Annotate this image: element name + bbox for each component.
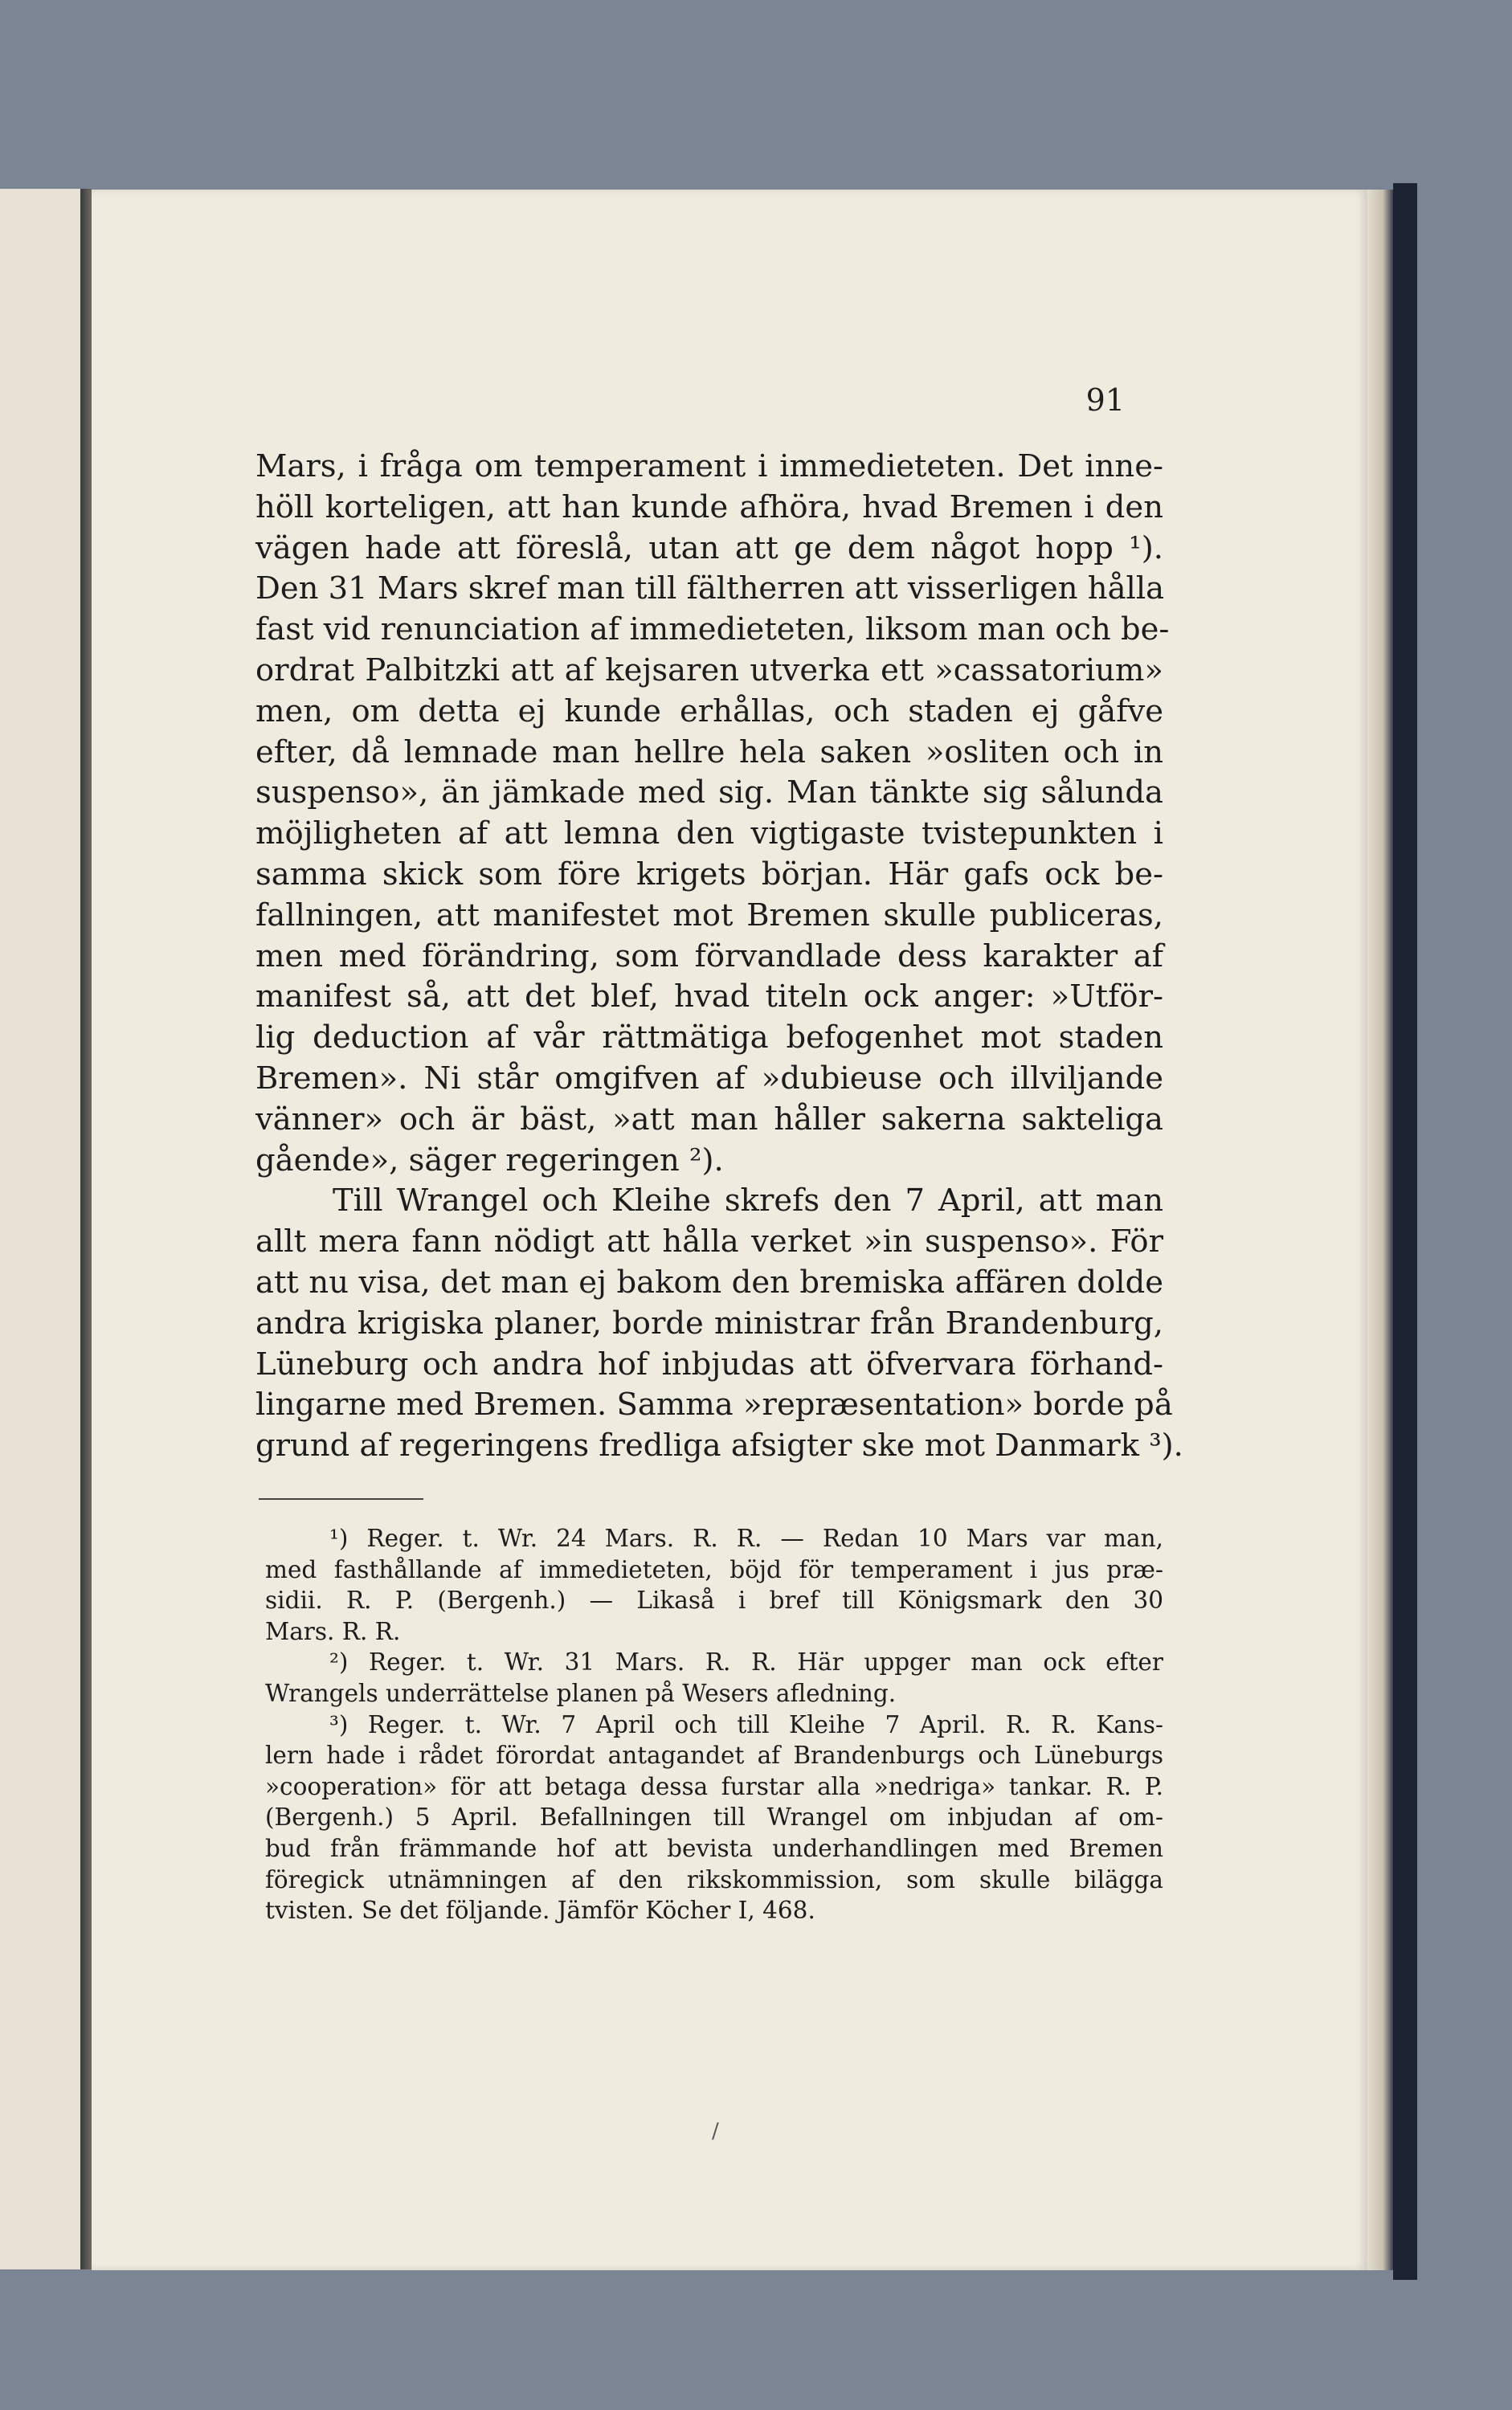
stray-mark: / [712, 2119, 719, 2143]
book-cover-edge [1393, 183, 1417, 2280]
footnote-rule [259, 1498, 423, 1500]
body-line: fallningen, att manifestet mot Bremen skulle publiceras, [255, 897, 1163, 933]
body-line: vägen hade att föreslå, utan att ge dem något hopp ¹). [255, 529, 1163, 566]
body-line: efter, då lemnade man hellre hela saken »osliten och in [255, 733, 1163, 770]
footnote-line: tvisten. Se det följande. Jämför Köcher I, 468. [265, 1897, 815, 1925]
footnote-line: lern hade i rådet förordat antagandet af Brandenburgs och Lüneburgs [265, 1742, 1163, 1770]
body-line: grund af regeringens fredliga afsigter ske mot Danmark ³). [255, 1428, 1183, 1464]
body-line: höll korteligen, att han kunde afhöra, hvad Bremen i den [255, 488, 1163, 525]
footnote-line: föregick utnämningen af den rikskommission, som skulle bilägga [265, 1865, 1163, 1893]
body-line: men, om detta ej kunde erhållas, och staden ej gåfve [255, 692, 1163, 729]
body-line: men med förändring, som förvandlade dess karakter af [255, 937, 1163, 974]
body-line: allt mera fann nödigt att hålla verket »in suspenso». För [255, 1223, 1163, 1260]
footnote-line: bud från främmande hof att bevista underhandlingen med Bremen [265, 1834, 1163, 1862]
body-line: manifest så, att det blef, hvad titeln ock anger: »Utför- [255, 978, 1163, 1015]
footnote-line: Mars. R. R. [265, 1617, 401, 1645]
body-line: lig deduction af vår rättmätiga befogenhet mot staden [255, 1019, 1163, 1056]
body-line: ordrat Palbitzki att af kejsaren utverka ett »cassatorium» [255, 652, 1163, 688]
body-line: samma skick som före krigets början. Här gafs ock be- [255, 856, 1163, 893]
page-number: 91 [1085, 382, 1125, 418]
footnote-line: ²) Reger. t. Wr. 31 Mars. R. R. Här uppger man ock efter [329, 1648, 1163, 1677]
body-line: Bremen». Ni står omgifven af »dubieuse och illviljande [255, 1060, 1163, 1097]
body-line: Lüneburg och andra hof inbjudas att öfvervara förhand- [255, 1346, 1163, 1383]
footnote-line: med fasthållande af immedieteten, böjd för temperament i jus præ- [265, 1555, 1163, 1583]
left-page [0, 189, 82, 2269]
body-line: lingarne med Bremen. Samma »repræsentation» borde på [255, 1387, 1173, 1424]
body-line: fast vid renunciation af immedieteten, liksom man och be- [255, 611, 1170, 648]
body-line: Den 31 Mars skref man till fältherren att visserligen hålla [255, 570, 1165, 607]
body-line: Mars, i fråga om temperament i immedieteten. Det inne- [255, 448, 1163, 484]
body-line: att nu visa, det man ej bakom den bremiska affären dolde [255, 1264, 1163, 1301]
footnote-line: ³) Reger. t. Wr. 7 April och till Kleihe 7 April. R. R. Kans- [329, 1710, 1163, 1738]
page-edge [1367, 190, 1393, 2270]
body-text [255, 447, 1183, 1467]
footnote-line: Wrangels underrättelse planen på Wesers afledning. [265, 1679, 897, 1707]
body-line: gående», säger regeringen ²). [255, 1142, 724, 1178]
body-line: vänner» och är bäst, »att man håller sakerna sakteliga [255, 1101, 1163, 1138]
body-line: suspenso», än jämkade med sig. Man tänkte sig sålunda [255, 774, 1163, 811]
footnote-line: (Bergenh.) 5 April. Befallningen till Wrangel om inbjudan af om- [265, 1803, 1163, 1832]
book-gutter [80, 189, 92, 2269]
body-line: Till Wrangel och Kleihe skrefs den 7 April, att man [333, 1183, 1163, 1219]
body-line: andra krigiska planer, borde ministrar från Brandenburg, [255, 1305, 1163, 1342]
body-line: möjligheten af att lemna den vigtigaste tvistepunkten i [255, 815, 1163, 852]
footnote-line: »cooperation» för att betaga dessa furstar alla »nedriga» tankar. R. P. [265, 1772, 1163, 1800]
footnote-line: ¹) Reger. t. Wr. 24 Mars. R. R. — Redan 10 Mars var man, [329, 1525, 1163, 1552]
footnote-line: sidii. R. P. (Bergenh.) — Likaså i bref till Königsmark den 30 [265, 1587, 1163, 1615]
footnotes [265, 1523, 1163, 1926]
